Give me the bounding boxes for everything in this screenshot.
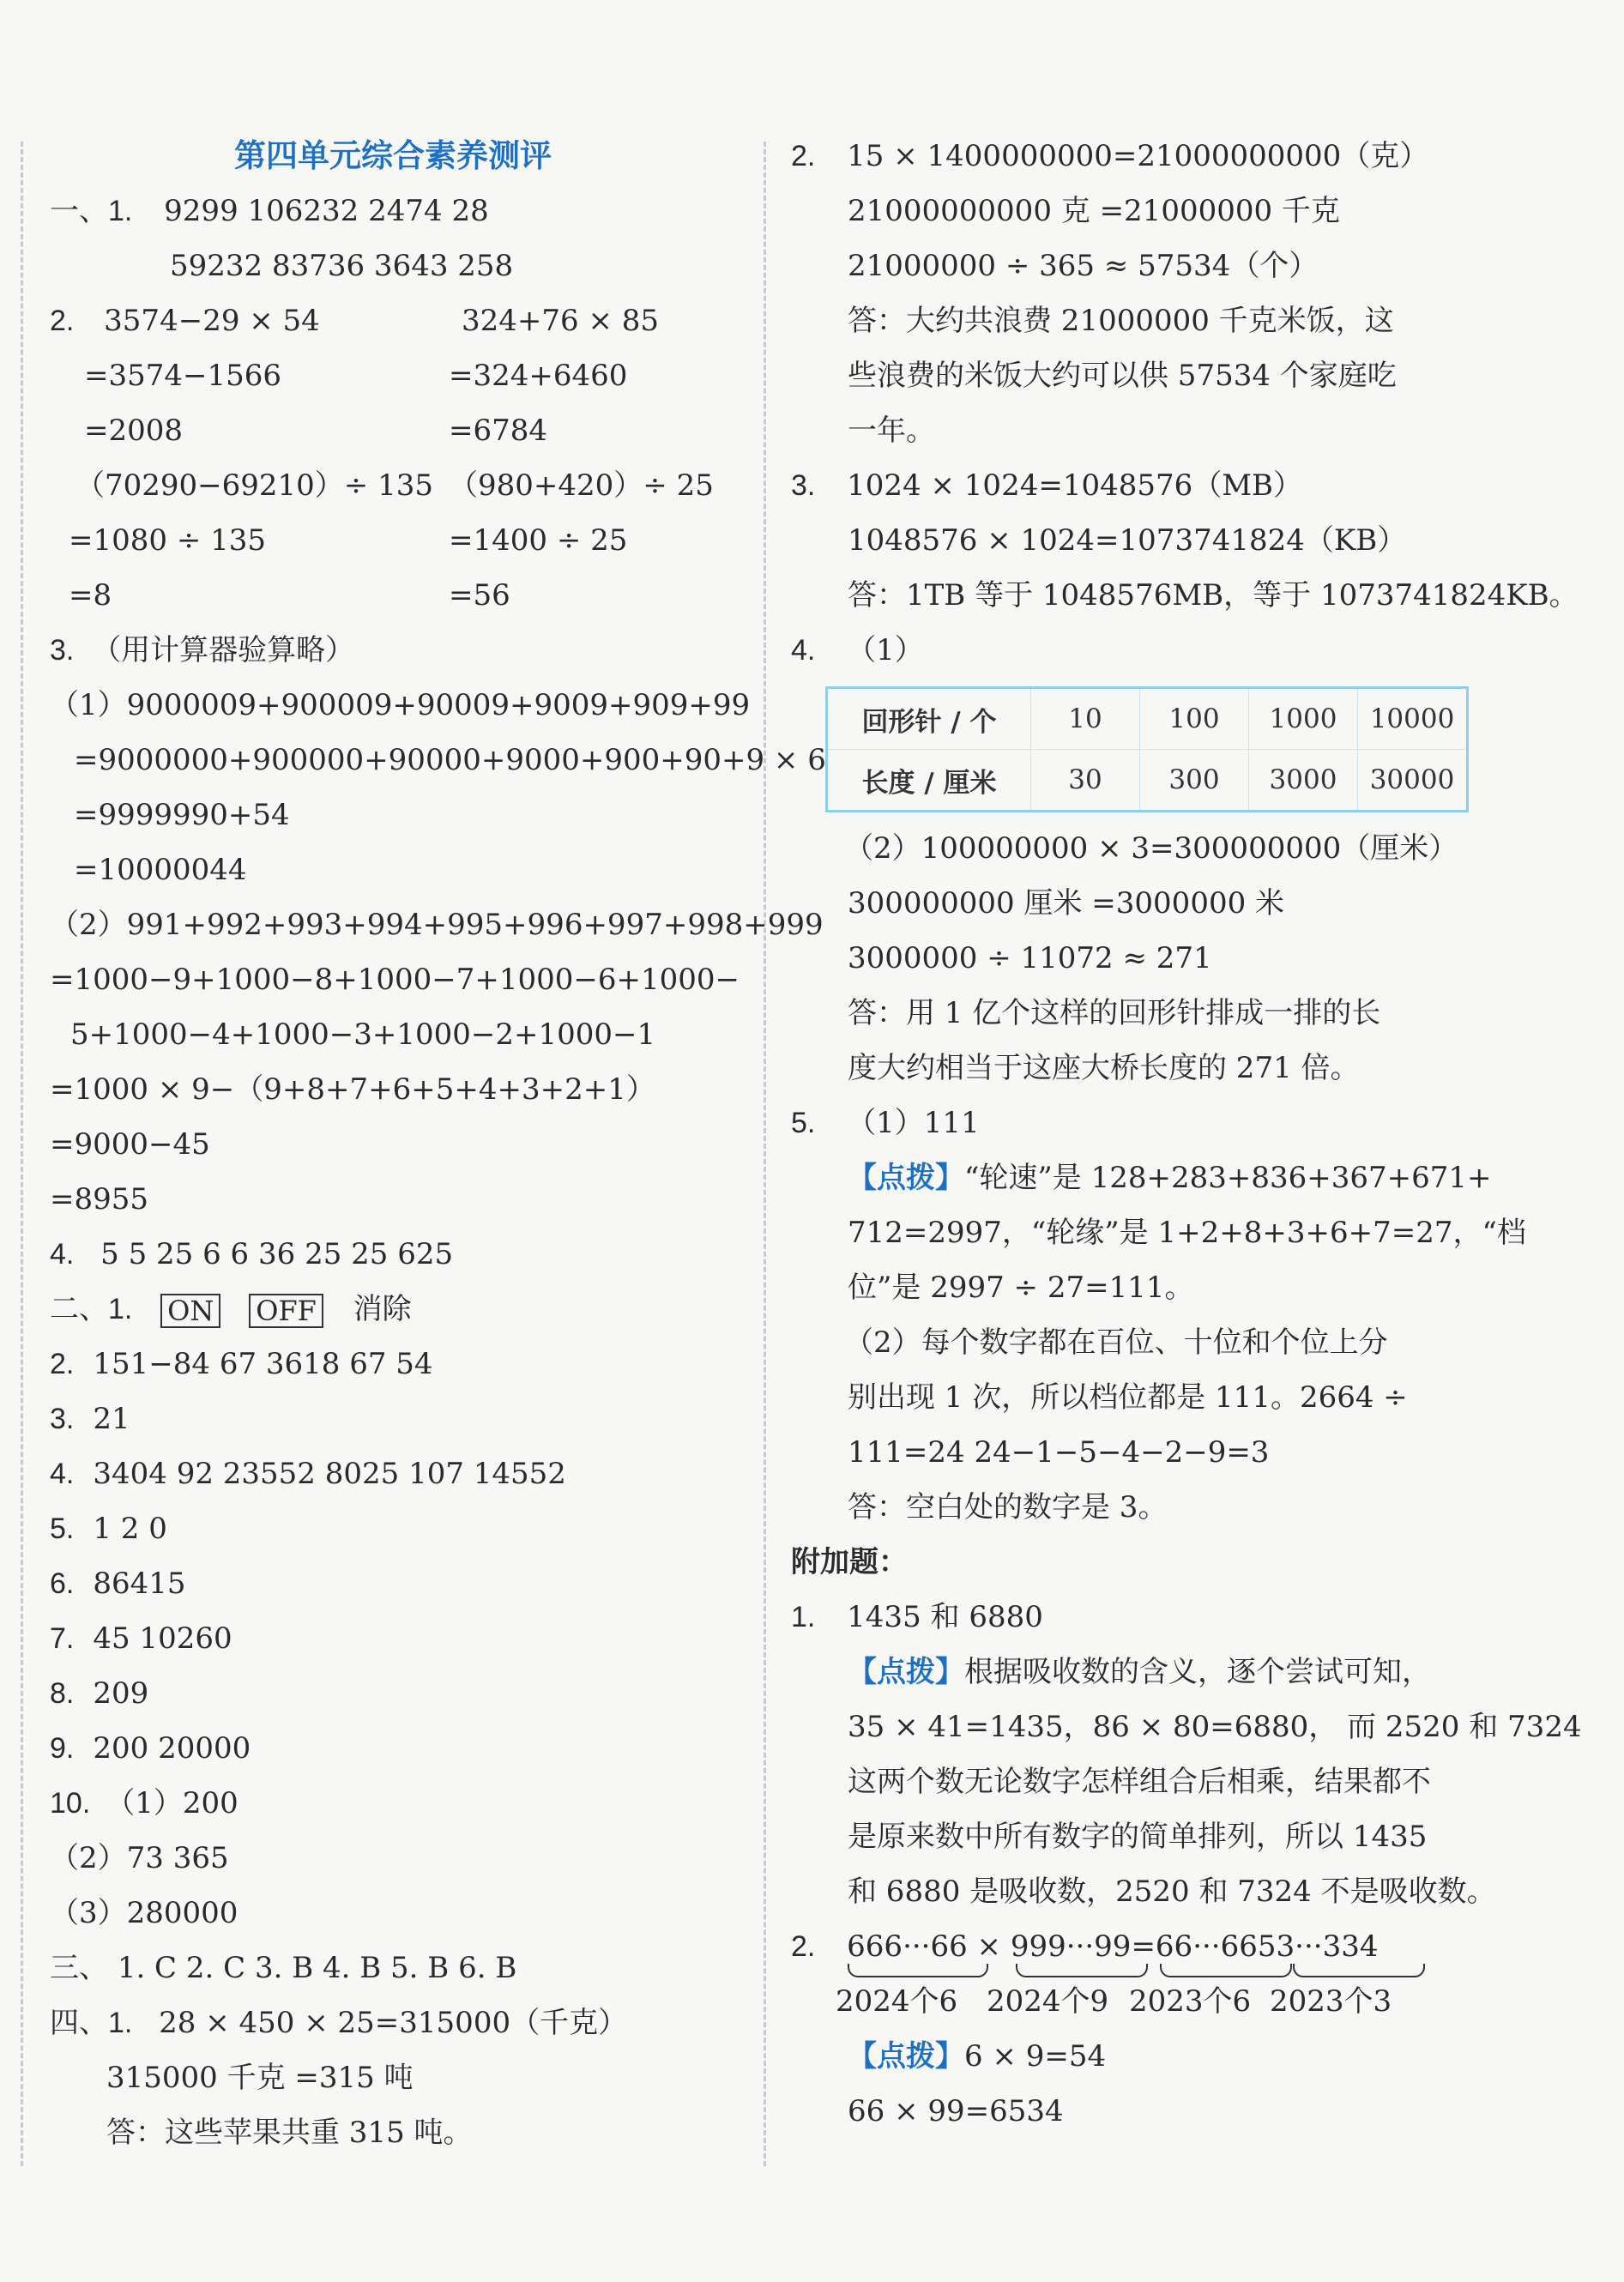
table-row (827, 688, 1468, 750)
e1-line3: 35 × 41=1435，86 × 80=6880， 而 2520 和 7324 (848, 1710, 1582, 1744)
e2-line3: 66 × 99=6534 (848, 2094, 1064, 2128)
hint-tag: 【点拨】 (848, 1655, 964, 1689)
e1-line5: 是原来数中所有数字的简单排列，所以 1435 (848, 1820, 1428, 1854)
r-q5-line1: 5. （1）111 (791, 1106, 980, 1140)
table-cell: 100 (1140, 688, 1249, 750)
r-q5-line2: 【点拨】“轮速”是 128+283+836+367+671+ (848, 1161, 1492, 1195)
r-q5-line5: （2）每个数字都在百位、十位和个位上分 (844, 1325, 1388, 1360)
s1-q2-row1: 2. 3574−29 × 54 324+76 × 85 (50, 304, 660, 338)
s2-q2: 2. 151−84 67 3618 67 54 (50, 1347, 433, 1381)
column-divider (764, 142, 766, 2166)
s1-q4: 4. 5 5 25 6 6 36 25 25 625 (50, 1237, 454, 1271)
e1-line4: 这两个数无论数字怎样组合后相乘，结果都不 (848, 1765, 1431, 1799)
table-cell: 30000 (1358, 750, 1468, 812)
r-q5-line4: 位”是 2997 ÷ 27=111。 (848, 1271, 1194, 1305)
s1-q2-row3: =2008 =6784 (84, 414, 548, 448)
table-cell: 10000 (1358, 688, 1468, 750)
s2-q8: 8. 209 (50, 1676, 149, 1711)
r-q2-line2: 21000000000 克 =21000000 千克 (848, 194, 1340, 228)
table-cell: 10 (1031, 688, 1140, 750)
s1-q1-row1: 一、1. 9299 106232 2474 28 (50, 194, 489, 228)
s1-q2-row5: =1080 ÷ 135 =1400 ÷ 25 (69, 523, 628, 558)
r-q5-line8: 答：空白处的数字是 3。 (848, 1490, 1168, 1524)
s4-q1-line2: 315000 千克 =315 吨 (106, 2061, 414, 2095)
r-q5-line7: 111=24 24−1−5−4−2−9=3 (848, 1435, 1270, 1470)
table-header-length: 长度 / 厘米 (827, 750, 1031, 812)
r-q4-line6: 度大约相当于这座大桥长度的 271 倍。 (848, 1051, 1360, 1085)
s1-q1-row2: 59232 83736 3643 258 (170, 249, 514, 283)
s1-q2-row6: =8 =56 (69, 578, 510, 613)
s2-q10-part2: （2）73 365 (50, 1841, 229, 1875)
table-cell: 300 (1140, 750, 1249, 812)
s1-q3-line10: =8955 (50, 1182, 149, 1216)
s4-q1: 四、1. 28 × 450 × 25=315000（千克） (50, 2006, 628, 2040)
hint-tag: 【点拨】 (848, 1161, 964, 1195)
paperclip-table (825, 686, 1469, 812)
left-column (50, 129, 826, 2160)
s2-q4: 4. 3404 92 23552 8025 107 14552 (50, 1457, 566, 1491)
extra-heading: 附加题： (791, 1545, 908, 1579)
s2-q9: 9. 200 20000 (50, 1731, 251, 1766)
s2-q7: 7. 45 10260 (50, 1621, 232, 1656)
s1-q3-line6: =1000−9+1000−8+1000−7+1000−6+1000− (50, 963, 740, 997)
r-q5-line6: 别出现 1 次，所以档位都是 111。2664 ÷ (848, 1380, 1408, 1415)
r-q2-line6: 一年。 (848, 414, 935, 448)
table-row (827, 750, 1468, 812)
s2-q10: 10. （1）200 (50, 1786, 238, 1820)
e1-line2: 【点拨】根据吸收数的含义，逐个尝试可知， (848, 1655, 1431, 1689)
hint-tag: 【点拨】 (848, 2039, 964, 2074)
s1-q3-line5: （2）991+992+993+994+995+996+997+998+999 (50, 908, 824, 942)
s1-q3-line7: 5+1000−4+1000−3+1000−2+1000−1 (70, 1017, 656, 1052)
on-key: ON (160, 1294, 220, 1328)
r-q4-line3: 300000000 厘米 =3000000 米 (848, 886, 1285, 921)
s1-q3-line8: =1000 × 9−（9+8+7+6+5+4+3+2+1） (50, 1072, 655, 1107)
e2-line2: 【点拨】6 × 9=54 (848, 2039, 1107, 2074)
right-column (791, 129, 1582, 2139)
s1-q2-row2: =3574−1566 =324+6460 (84, 359, 628, 393)
table-header-count: 回形针 / 个 (827, 688, 1031, 750)
r-q3-line2: 1048576 × 1024=1073741824（KB） (848, 523, 1407, 558)
r-q5-line3: 712=2997，“轮缘”是 1+2+8+3+6+7=27，“档 (848, 1216, 1526, 1250)
left-margin-rule (21, 142, 23, 2166)
table-cell: 1000 (1249, 688, 1358, 750)
s1-q3-line3: =9999990+54 (74, 798, 290, 832)
r-q4-line5: 答：用 1 亿个这样的回形针排成一排的长 (848, 996, 1381, 1030)
r-q2-line5: 些浪费的米饭大约可以供 57534 个家庭吃 (848, 359, 1397, 393)
e1-line6: 和 6880 是吸收数，2520 和 7324 不是吸收数。 (848, 1874, 1496, 1909)
r-q3-line3: 答：1TB 等于 1048576MB，等于 1073741824KB。 (848, 578, 1579, 613)
r-q2-line1: 2. 15 × 1400000000=21000000000（克） (791, 139, 1429, 173)
s1-q3-line2: =9000000+900000+90000+9000+900+90+9 × 6 (74, 743, 826, 777)
r-q2-line4: 答：大约共浪费 21000000 千克米饭，这 (848, 304, 1394, 338)
r-q4-line4: 3000000 ÷ 11072 ≈ 271 (848, 941, 1212, 975)
section-title: 第四单元综合素养测评 (234, 137, 552, 174)
s1-q3-head: 3. （用计算器验算略） (50, 633, 355, 667)
r-q2-line3: 21000000 ÷ 365 ≈ 57534（个） (848, 249, 1319, 283)
s4-q1-answer: 答：这些苹果共重 315 吨。 (106, 2116, 473, 2150)
s1-q3-line4: =10000044 (74, 853, 247, 887)
r-q4-line2: （2）100000000 × 3=300000000（厘米） (844, 831, 1458, 866)
s1-q3-line1: （1）9000009+900009+90009+9009+909+99 (50, 688, 751, 722)
s1-q3-line9: =9000−45 (50, 1127, 210, 1162)
r-q3-line1: 3. 1024 × 1024=1048576（MB） (791, 468, 1303, 503)
table-cell: 3000 (1249, 750, 1358, 812)
e1-line1: 1. 1435 和 6880 (791, 1600, 1043, 1634)
brace-labels: 2024个6 2024个9 2023个6 2023个3 (836, 1984, 1392, 2019)
s2-q1: 二、1. ON OFF 消除 (50, 1292, 412, 1327)
s1-q2-row4: （70290−69210）÷ 135 （980+420）÷ 25 (75, 468, 714, 503)
s2-q6: 6. 86415 (50, 1567, 186, 1601)
off-key: OFF (249, 1294, 323, 1328)
e2-line1: 2. 666···66 × 999···99=66···6653···334 (791, 1919, 1477, 1974)
table-cell: 30 (1031, 750, 1140, 812)
s2-q3: 3. 21 (50, 1402, 130, 1436)
s3-choices: 三、 1. C 2. C 3. B 4. B 5. B 6. B (50, 1951, 517, 1985)
s2-q5: 5. 1 2 0 (50, 1512, 167, 1546)
s2-q10-part3: （3）280000 (50, 1896, 238, 1930)
r-q4-line1: 4. （1） (791, 633, 924, 667)
